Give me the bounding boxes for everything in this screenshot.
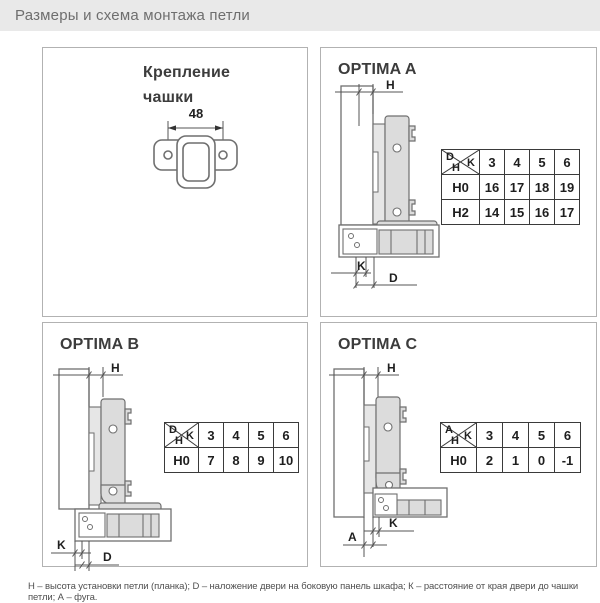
cell: 2 (477, 448, 503, 473)
optima-a-drawing (329, 80, 454, 308)
cell: 14 (480, 200, 505, 225)
corner-label-h: H (452, 162, 460, 174)
hinge-cup (397, 500, 441, 515)
flange-hole (355, 243, 360, 248)
col-header: 6 (274, 423, 299, 448)
optima-b-title: OPTIMA B (60, 336, 140, 353)
corner-label-h: H (175, 435, 183, 447)
page-title: Размеры и схема монтажа петли (15, 7, 251, 24)
cell: 18 (530, 175, 555, 200)
cell: 16 (530, 200, 555, 225)
cup-title-line2: чашки (143, 88, 194, 106)
row-label: H0 (442, 175, 480, 200)
col-header: 4 (224, 423, 249, 448)
cell: -1 (555, 448, 581, 473)
panel-cup-mounting (42, 47, 308, 317)
col-header: 6 (555, 150, 580, 175)
cell: 16 (480, 175, 505, 200)
optima-c-dim-h: H (387, 361, 396, 375)
table-row (165, 448, 299, 473)
cup-panel-title (143, 61, 230, 111)
panel-optima-b (42, 322, 308, 567)
corner-label-k: K (464, 430, 472, 442)
table-corner-cell (441, 423, 477, 448)
optima-c-dim-a: A (348, 530, 357, 544)
cup-flange (375, 494, 397, 515)
corner-label-d: D (169, 424, 177, 436)
corner-label-k: K (467, 157, 475, 169)
row-label: H0 (441, 448, 477, 473)
cabinet-panel (59, 369, 89, 509)
cell: 9 (249, 448, 274, 473)
table-row (442, 200, 580, 225)
cell: 1 (503, 448, 529, 473)
cup-flange (343, 229, 377, 254)
hinge-cup (107, 514, 159, 537)
mounting-plate-slot (373, 152, 378, 192)
panel-optima-a (320, 47, 597, 317)
optima-c-title: OPTIMA C (338, 336, 418, 353)
corner-label-a: A (445, 424, 453, 436)
arm-screw-hole (393, 144, 401, 152)
optima-a-dim-k: K (357, 259, 366, 273)
col-header: 5 (249, 423, 274, 448)
hinge-arm (99, 399, 161, 512)
arm-screw-hole (109, 425, 117, 433)
arm-screw-hole (384, 423, 392, 431)
cup-title-line1: Крепление (143, 64, 231, 81)
corner-label-k: K (186, 430, 194, 442)
hinge-arm (377, 116, 437, 230)
optima-a-table (441, 149, 580, 225)
cell: 17 (555, 200, 580, 225)
optima-a-title: OPTIMA A (338, 61, 417, 78)
dim-arrow-right (215, 125, 223, 130)
col-header: 6 (555, 423, 581, 448)
cup-dim-48-label: 48 (188, 106, 204, 121)
col-header: 4 (503, 423, 529, 448)
row-label: H0 (165, 448, 199, 473)
mounting-plate-slot (89, 433, 94, 471)
optima-b-table (164, 422, 299, 473)
optima-a-dim-h: H (386, 80, 395, 92)
mounting-plate-slot (364, 427, 369, 461)
panel-optima-c (320, 322, 597, 567)
arm-screw-hole (393, 208, 401, 216)
optima-b-dim-d: D (103, 550, 112, 564)
table-row (441, 448, 581, 473)
dim-arrow-left (168, 125, 176, 130)
col-header: 3 (480, 150, 505, 175)
cabinet-panel (341, 86, 373, 225)
optima-b-drawing (51, 357, 176, 587)
optima-b-dim-h: H (111, 361, 120, 375)
row-label: H2 (442, 200, 480, 225)
cell: 8 (224, 448, 249, 473)
cabinet-panel (334, 369, 364, 517)
cup-plate-shape (154, 136, 237, 188)
flange-hole (88, 525, 93, 530)
cell: 17 (505, 175, 530, 200)
optima-a-dim-d: D (389, 271, 398, 285)
optima-c-drawing (329, 357, 454, 589)
dim-kd-lines (331, 257, 417, 289)
legend-footnote: Н – высота установки петли (планка); D – наложение двери на боковую панель шкафа; К – расстояние от края двери до чашки петли; А – фуга. (28, 581, 579, 603)
corner-label-h: H (451, 435, 459, 447)
col-header: 5 (530, 150, 555, 175)
flange-hole (83, 517, 88, 522)
table-corner-cell (165, 423, 199, 448)
col-header: 5 (529, 423, 555, 448)
cup-mounting-drawing (141, 106, 253, 202)
corner-label-d: D (446, 151, 454, 163)
col-header: 4 (505, 150, 530, 175)
hinge-cup (379, 230, 433, 254)
flange-hole (349, 234, 354, 239)
cell: 10 (274, 448, 299, 473)
cell: 15 (505, 200, 530, 225)
table-row (442, 175, 580, 200)
table-corner-cell (442, 150, 480, 175)
cell: 7 (199, 448, 224, 473)
optima-c-table (440, 422, 581, 473)
page-header (0, 0, 600, 31)
arm-screw-hole (109, 487, 117, 495)
optima-b-dim-k: K (57, 538, 66, 552)
cell: 19 (555, 175, 580, 200)
flange-hole (384, 506, 389, 511)
col-header: 3 (199, 423, 224, 448)
flange-hole (379, 498, 384, 503)
cell: 0 (529, 448, 555, 473)
col-header: 3 (477, 423, 503, 448)
optima-c-dim-k: K (389, 516, 398, 530)
